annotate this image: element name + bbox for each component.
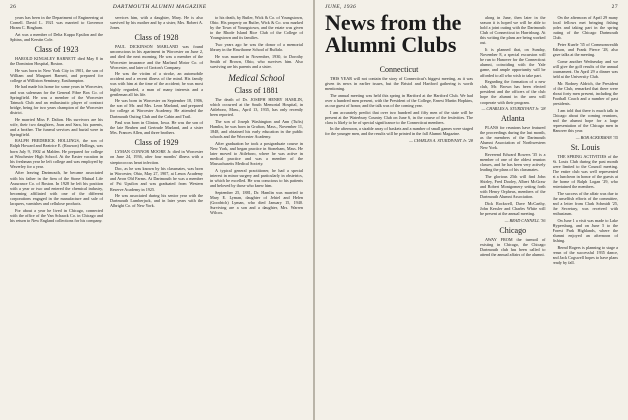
body-paragraph: Paul was born in Clinton, Iowa. He was the son of the late Reuben and Gertrude Marland, and a sister Mrs. Frances Allen, and three brothers. [110,120,203,136]
class-heading: Chicago [499,225,527,235]
right-column-1 [325,62,473,416]
body-paragraph: Regarding the formation of a new club, Mr. Brown has been elected president and the officers of the club hope the alumni in the area will cooperate with their program. [480,79,546,105]
body-paragraph: PAUL DICKINSON MARLAND was found unconscious in his apartment in Worcester on June 2, and died the next morning. He was a member of the Worcester insurance and the Marland Motor Co. of Worcester, and later of Groton's Company. [110,44,203,70]
body-paragraph: After leaving Dartmouth, he became associated with his father in the firm of the Stone Mutual Life Assurance Co. of Boston. In 1928 he left his position with a year or two and entered the chemical industry, becoming affiliated with one of the different corporations engaged in the manufacture and sale of lacquers, varnishes and cellulose products. [10,170,103,206]
body-paragraph: On June 1 a visit was made to Lake Hypersburg, and on June 5 to the Forest Park Highlands, where the alumni enjoyed an afternoon of fishing. [552,217,618,244]
left-running-head [10,4,303,13]
body-paragraph: September 25, 1881, Dr. Hamlin was married to Mary E. Lyman, daughter of Jehiel and Helen (Goodrich) Lyman, who died January 15, 1940. Surviving are a son and a daughter, Mrs. Warren Wilcox. [210,189,303,215]
body-paragraph: It is planned that, on Sunday, November 8, a special excursion will be run to Hanover for the Connecticut alumni, coinciding with the Yale game, and ample opportunity will be afforded to all who wish to take part. [480,47,546,78]
right-top-columns [480,15,618,416]
body-paragraph: The success of the affair was due to the unselfish efforts of the committee, and a letter from Clark Schmidt '25, the Secretary, was received with enthusiasm. [552,190,618,217]
body-paragraph: He was born in New York City in 1901, the son of William and Margaret Barnett, and prepared for college at Williston Seminary, Easthampton. [10,67,103,83]
body-paragraph: I am told that there is much talk in Chicago about the coming reunions, and the alumni hope for a large representation of the Chicago men in Hanover this year. [552,107,618,133]
author-signature: — CHARLES A. STURDIVANT Jr. '28 [409,138,473,144]
class-heading: Class of 1929 [134,138,179,148]
body-paragraph: He was born in Worcester on September 18, 1906, the son of Mr. and Mrs. Leon Marland, and prepared for college at Worcester Academy. He attended the Dartmouth Outing Club and the Cabin and Trail. [110,98,203,119]
body-paragraph: In the afternoon, a sizable array of baskets and a number of small games were staged for the younger men, and the results will be printed in the fall Alumni Magazine. [325,126,473,137]
right-running-date: JUNE, 1936 [325,4,357,10]
body-paragraph: For about a year he lived in Chicago, connected with the office of the Van Schaack Co. in Chicago and his return to New England collections for his company. [10,207,103,223]
left-column-3 [210,15,303,416]
body-paragraph: He married Miss F. Dalton. His survivors are his wife, their two daughters, Joan and Sara, his parents, and a brother. The funeral services and burial were in Springfield. [10,116,103,137]
right-column-3 [553,15,619,416]
author-signature: — BOB ACKERMAN '35 [575,134,618,140]
body-paragraph: Two years ago he was the donor of a memorial library in the Hawthorne School of Buffalo. [210,41,303,53]
left-columns [10,15,303,416]
body-paragraph: LYMAN CONNOR MOORE Jr. died in Worcester on June 24, 1936, after four months' illness with a streptococcus heart infection. [110,149,203,165]
body-paragraph: THIS YEAR will not contain the story of Connecticut's biggest meeting, as it was given its news in earlier issues, but the Bristol and Hartford gathering is worth mentioning. [325,76,473,92]
section-headline: News from the Alumni Clubs [325,10,462,57]
body-paragraph: He was the victim of a stroke, an automobile accident and a recent illness of the mind. His family was with him at the time of the accident; he was most highly regarded, a man of many interests and a gentleman all his life. [110,71,203,97]
body-paragraph: THE SPRING ACTIVITIES of the St. Louis Club during the past month were limited to the Council meeting. The entire club was well represented at a luncheon in honor of the guests at the home of Ralph Logan '29, who entertained the members. [552,153,618,190]
left-running-title: DARTMOUTH ALUMNI MAGAZINE [112,4,207,10]
body-paragraph: along in June, then later in the season it is hoped we will be able to hold a joint outing with the Dartmouth Club of Connecticut in Harrisburg. At this writing the plans are being worked out. [480,15,546,46]
body-paragraph: PLANS for reunions have featured the proceedings during the last month, as the members of the Dartmouth Alumni Association of Northwestern New York. [480,125,546,151]
body-paragraph: Dick Rockwell, Dave McCarthy, John Kessler and Charles White will be present at the annual meeting. [480,200,546,217]
class-heading: Atlanta [500,114,525,124]
body-paragraph: Come another Wednesday and we will give the golf results of the annual tournament. On April 29 a dinner was held at the University Club. [552,58,618,80]
body-paragraph: After graduation he took a postgraduate course in New York, and began practice in Stoneham, Mass. He later moved to Attleboro, where he was active in medical practice and was a member of the Massachusetts Medical Society. [210,140,303,167]
body-paragraph: The death of Dr. JOSEPH HENRY HAMLIN, which occurred at the South Memorial Hospital, in Attleboro, Mass., April 13, 1935, has only recently been reported. [210,96,303,118]
left-column-1 [10,15,103,416]
body-paragraph: RALPH FREDERICK HOLLINGS, the son of Ralph Howard and Beatrice E. (Rawson) Hollings, was born July 9, 1902 at Malden. He prepared for college at Winchester High School. At the Easter vacation in his freshman year he left college and was employed by Waverley for a year. [10,138,103,169]
body-paragraph: A typical general practitioner, he had a special interest in minor surgery and particularly in obstetrics, in which he excelled. He was conscious to his patients and beloved by those who knew him. [210,167,303,188]
body-paragraph: Reverend Edward Bowers '35 is a member of one of the oldest reunion classes, and he has been very actively leading the plans of his classmates. [480,152,546,173]
right-page [315,0,628,420]
body-paragraph: The annual meeting was held this spring in Hartford at the Hartford Club. We had over a hundred men present, with the President of the College, Ernest Martin Hopkins, as our guest of honor, and the talk was of the coming year. [325,92,473,108]
body-paragraph: He was associated during his senior year with the Dartmouth Lumberjack, and in later years with the Albright Co. of New York. [110,193,203,209]
body-paragraph: services him, with a daughter, Mary. He is also survived by his mother and by a sister, Mrs. Robert A. Jones. [110,15,203,31]
body-paragraph: He had made his home for some years in Worcester, and was salesman for the General Fibre Box Co. of Springfield. He was a member of the Worcester Tatnuck Club and an enthusiastic player of contract bridge, being for two years champion of the Worcester district. [10,84,103,115]
left-page-number: 26 [10,4,17,10]
section-title: Medical School [228,72,285,83]
class-heading: St. Louis [570,142,600,152]
class-heading: Class of 1923 [34,44,79,54]
class-heading: Connecticut [379,65,419,74]
right-page-number: 27 [611,4,618,10]
body-paragraph: Doc, as he was known by his classmates, was born in Worcester, Ohio, May 27, 1907, at Lenox Academy and Avon Old Farms. At Dartmouth he was a member of Psi Upsilon and was graduated from Western Reserve Academy in 1925. [110,166,203,192]
body-paragraph: The glorious 25th will find John Shirley, Fred Dooley, Albert McGraw and Robert Montgomery setting forth with Henry Orpheus, members of the Dartmouth Alumni Association. [480,173,546,200]
author-signature: — BRAD CANNELL '36 [504,217,546,223]
left-page [0,0,313,420]
body-paragraph: AWAY FROM the turmoil of existing in Chicago, the Chicago Dartmouth club has been called to attend the annual affairs of the alumni. [480,236,546,257]
body-paragraph: years has been in the Department of Engineering at Cornell. David L. 1921 was married to Governor Hiram C. Bingham. [10,15,103,31]
class-heading: Class of 1928 [134,33,179,43]
body-paragraph: On the afternoon of April 29 many local fellows met bringing fishing poles and taking part in the spring outing of the Chicago Dartmouth Club. [552,15,618,41]
right-column-2 [480,15,546,416]
body-paragraph: I am accurately predict that over two hundred and fifty men of the state will be present at the Waterbury Country Club on June 6, in the course of the festivities. The class is likely to be of special significance to the Connecticut members. [325,109,473,125]
body-paragraph: HAROLD KINGSLEY BARNETT died May 8 in the Dominion Hospital, Boston. [10,55,103,67]
class-heading: Class of 1881 [234,85,279,95]
body-paragraph: Mr. Rodney Aldrich, the President of the Club, remarked that there were about forty men present, including the Football Coach and a number of past presidents. [552,80,618,106]
author-signature: — CHARLES A. STURDIVANT Jr. '28 [481,106,546,112]
body-paragraph: Art was a member of Delta Kappa Epsilon and the Sphinx, and Kerstin Cole. [10,31,103,42]
body-paragraph: Bernd Rogers is planning to stage a rerun of the successful 1935 dance, and Jack Cogswell hopes to have plans ready by fall. [552,244,618,265]
body-paragraph: The son of Joseph Washington and Ann (Tufts) Hamlin, he was born in Grafton, Mass., November 11, 1848, and obtained his early education in the public schools and the Worcester Academy. [210,118,303,140]
body-paragraph: He was married in November, 1930, to Dorothy Smith of Brown, Ohio, who survives him. Also surviving are his parents and a sister. [210,53,303,69]
body-paragraph: Peter Kurrle '35 of Commonwealth Edison, and Frank Pierce '28, also gave talks at the meeting. [552,41,618,58]
body-paragraph: to his death, by Butler, Wick & Co. of Youngstown, Ohio. His property on Butler, Wick & Co. was marked by the Town of Youngstown, and the estate was given to the Rhode Island Rice Club of the College of Youngstown and its families. [210,15,303,41]
left-column-2 [110,15,203,416]
